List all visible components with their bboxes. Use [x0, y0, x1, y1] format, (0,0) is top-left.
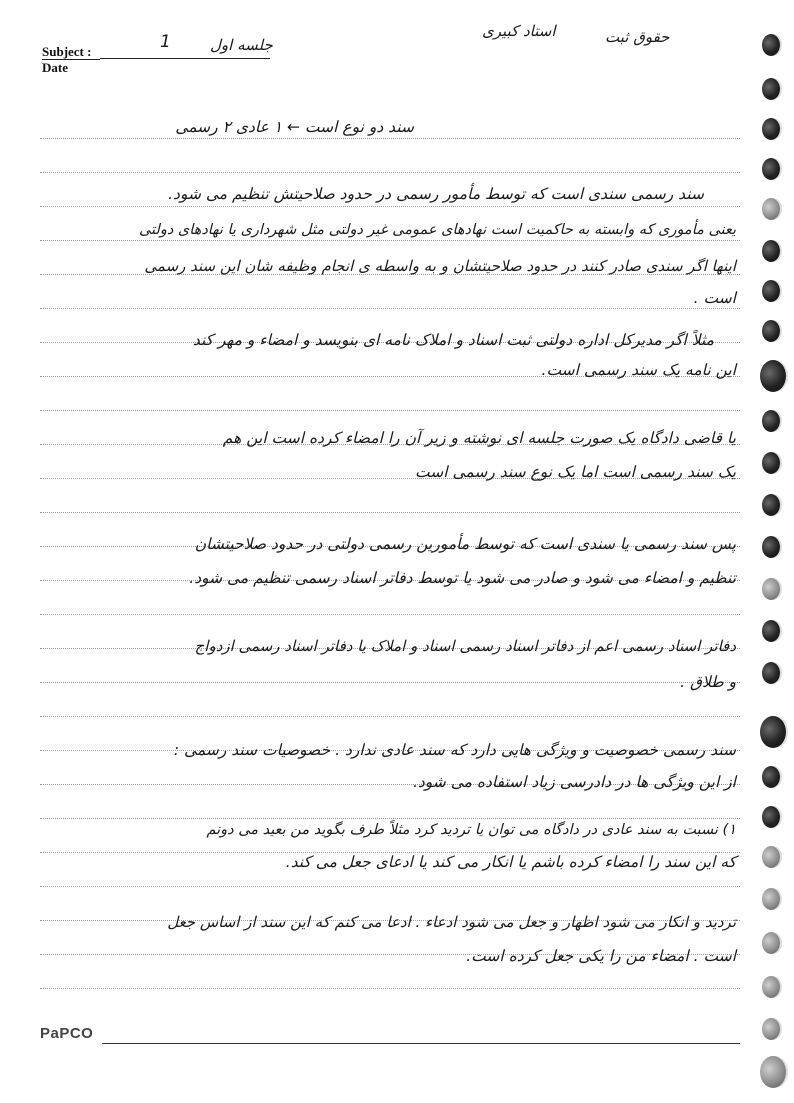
- ruled-line: [40, 240, 740, 241]
- spiral-ring-icon: [762, 620, 780, 642]
- spiral-ring-icon: [762, 34, 780, 56]
- text-line: اینها اگر سندی صادر کنند در حدود صلاحیتشان و به واسطه ی انجام وظیفه شان این سند رسمی: [144, 257, 736, 275]
- text-line: این نامه یک سند رسمی است.: [541, 361, 736, 379]
- ruled-line: [40, 172, 740, 173]
- spiral-ring-icon: [760, 360, 786, 392]
- subject-line: [100, 58, 270, 59]
- text-line: یعنی مأموری که وابسته به حاکمیت است نهادهای عمومی غیر دولتی مثل شهرداری یا نهادهای دولتی: [138, 222, 736, 238]
- text-line: و طلاق .: [680, 673, 736, 691]
- ruled-line: [40, 308, 740, 309]
- ruled-line: [40, 410, 740, 411]
- spiral-ring-icon: [762, 280, 780, 302]
- text-line: یک سند رسمی است اما یک نوع سند رسمی است: [415, 463, 736, 481]
- ruled-line: [40, 512, 740, 513]
- text-line: سند رسمی خصوصیت و ویژگی هایی دارد که سند عادی ندارد . خصوصیات سند رسمی :: [173, 741, 736, 759]
- text-line: است .: [693, 289, 736, 307]
- text-line: تنظیم و امضاء می شود و صادر می شود یا توسط دفاتر اسناد رسمی تنظیم می شود.: [189, 569, 736, 587]
- ruled-line: [40, 206, 740, 207]
- text-line: است . امضاء من را یکی جعل کرده است.: [466, 947, 736, 965]
- ruled-line: [40, 886, 740, 887]
- ruled-line: [40, 138, 740, 139]
- date-line: [42, 59, 100, 60]
- text-line: سند دو نوع است ← ۱ عادی ۲ رسمی: [175, 118, 414, 136]
- spiral-ring-icon: [762, 198, 780, 220]
- spiral-ring-icon: [762, 976, 780, 998]
- text-line: سند رسمی سندی است که توسط مأمور رسمی در حدود صلاحیتش تنظیم می شود.: [168, 185, 704, 203]
- spiral-ring-icon: [762, 1018, 780, 1040]
- spiral-ring-icon: [762, 846, 780, 868]
- ruled-line: [40, 818, 740, 819]
- teacher-name: استاد کبیری: [482, 22, 556, 40]
- spiral-ring-icon: [762, 662, 780, 684]
- session-title: جلسه اول: [210, 36, 273, 54]
- ruled-line: [40, 716, 740, 717]
- spiral-ring-icon: [762, 410, 780, 432]
- spiral-ring-icon: [762, 806, 780, 828]
- spiral-ring-icon: [762, 888, 780, 910]
- spiral-ring-icon: [760, 1056, 786, 1088]
- spiral-ring-icon: [762, 932, 780, 954]
- spiral-ring-icon: [762, 452, 780, 474]
- spiral-ring-icon: [762, 536, 780, 558]
- text-line: دفاتر اسناد رسمی اعم از دفاتر اسناد رسمی اسناد و املاک یا دفاتر اسناد رسمی ازدواج: [194, 637, 736, 655]
- course-title: حقوق ثبت: [605, 28, 670, 46]
- spiral-ring-icon: [762, 158, 780, 180]
- spiral-ring-icon: [762, 118, 780, 140]
- spiral-ring-icon: [760, 716, 786, 748]
- ruled-line: [40, 614, 740, 615]
- spiral-ring-icon: [762, 78, 780, 100]
- page-number: 1: [160, 32, 171, 52]
- spiral-ring-icon: [762, 578, 780, 600]
- papco-logo: PaPCO: [40, 1025, 94, 1042]
- spiral-ring-icon: [762, 320, 780, 342]
- date-label: Date: [42, 60, 68, 75]
- text-line: پس سند رسمی یا سندی است که توسط مأمورین رسمی دولتی در حدود صلاحیتشان: [194, 535, 736, 553]
- subject-label: Subject :: [42, 44, 92, 59]
- ruled-line: [40, 988, 740, 989]
- text-line: ۱) نسبت به سند عادی در دادگاه می توان یا تردید کرد مثلاً طرف بگوید من بعید می دونم: [206, 822, 736, 838]
- spiral-ring-icon: [762, 494, 780, 516]
- text-line: یا قاضی دادگاه یک صورت جلسه ای نوشته و زیر آن را امضاء کرده است این هم: [222, 429, 736, 447]
- spiral-ring-icon: [762, 766, 780, 788]
- text-line: تردید و انکار می شود اظهار و جعل می شود ادعاء . ادعا می کنم که این سند از اساس جعل: [167, 913, 736, 931]
- spiral-ring-icon: [762, 240, 780, 262]
- text-line: از این ویژگی ها در دادرسی زیاد استفاده می شود.: [412, 773, 736, 791]
- text-line: که این سند را امضاء کرده باشم یا انکار می کند یا ادعای جعل می کند.: [285, 853, 736, 871]
- footer-line: [102, 1043, 740, 1044]
- text-line: مثلاً اگر مدیرکل اداره دولتی ثبت اسناد و املاک نامه ای بنویسد و امضاء و مهر کند: [192, 331, 714, 349]
